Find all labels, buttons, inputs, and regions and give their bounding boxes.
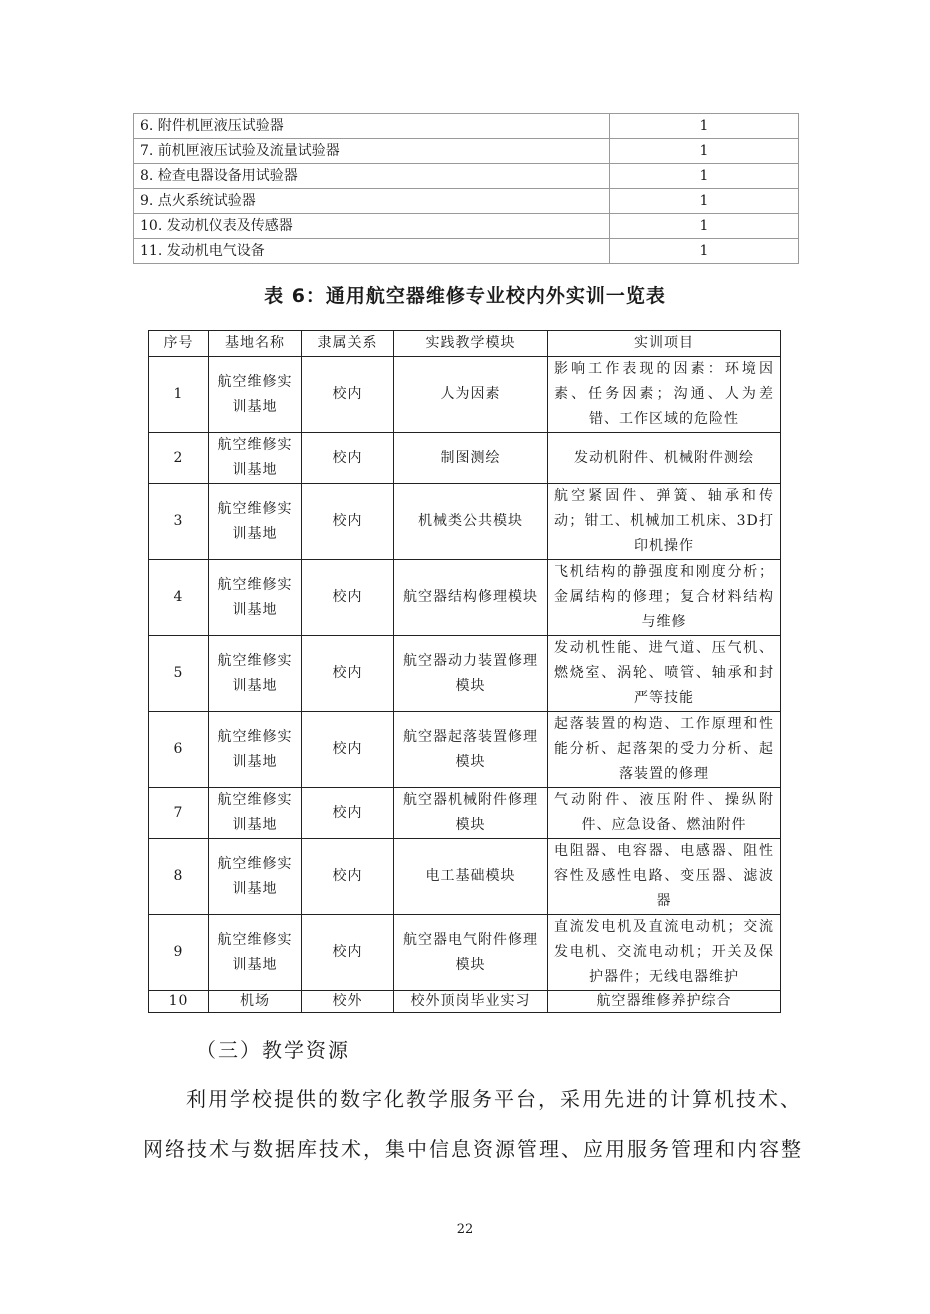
table-caption: 表 6：通用航空器维修专业校内外实训一览表 — [264, 285, 666, 307]
table-row — [149, 357, 781, 433]
table-row — [134, 164, 799, 189]
row-relation: 校外 — [302, 991, 394, 1013]
table-row — [149, 839, 781, 915]
row-relation: 校内 — [302, 712, 394, 788]
row-project: 航空紧固件、弹簧、轴承和传动；钳工、机械加工机床、3D打印机操作 — [548, 484, 781, 560]
row-module: 航空器动力装置修理模块 — [394, 636, 548, 712]
row-project: 电阻器、电容器、电感器、阻性容性及感性电路、变压器、滤波器 — [548, 839, 781, 915]
header-no: 序号 — [149, 331, 209, 357]
equipment-name: 9. 点火系统试验器 — [134, 189, 610, 214]
row-relation: 校内 — [302, 433, 394, 484]
row-base: 航空维修实训基地 — [209, 484, 302, 560]
row-module: 航空器机械附件修理模块 — [394, 788, 548, 839]
row-module: 航空器起落装置修理模块 — [394, 712, 548, 788]
row-no: 6 — [149, 712, 209, 788]
table-row — [149, 915, 781, 991]
row-base: 航空维修实训基地 — [209, 712, 302, 788]
row-no: 7 — [149, 788, 209, 839]
row-project: 发动机附件、机械附件测绘 — [548, 433, 781, 484]
row-no: 9 — [149, 915, 209, 991]
row-no: 3 — [149, 484, 209, 560]
row-project: 影响工作表现的因素：环境因素、任务因素；沟通、人为差错、工作区域的危险性 — [548, 357, 781, 433]
equipment-qty: 1 — [610, 164, 799, 189]
table-row — [134, 189, 799, 214]
row-module: 制图测绘 — [394, 433, 548, 484]
row-relation: 校内 — [302, 560, 394, 636]
table-row — [149, 636, 781, 712]
row-module: 机械类公共模块 — [394, 484, 548, 560]
table-row — [149, 788, 781, 839]
row-module: 电工基础模块 — [394, 839, 548, 915]
equipment-qty: 1 — [610, 214, 799, 239]
row-relation: 校内 — [302, 357, 394, 433]
row-module: 航空器结构修理模块 — [394, 560, 548, 636]
paragraph-line: 利用学校提供的数字化教学服务平台，采用先进的计算机技术、 — [186, 1087, 802, 1111]
table-row — [134, 239, 799, 264]
row-relation: 校内 — [302, 839, 394, 915]
table-header-row — [149, 331, 781, 357]
row-relation: 校内 — [302, 915, 394, 991]
table-row — [149, 991, 781, 1013]
row-no: 5 — [149, 636, 209, 712]
equipment-name: 11. 发动机电气设备 — [134, 239, 610, 264]
row-base: 航空维修实训基地 — [209, 636, 302, 712]
equipment-name: 6. 附件机匣液压试验器 — [134, 114, 610, 139]
table-row — [134, 114, 799, 139]
row-project: 直流发电机及直流电动机；交流发电机、交流电动机；开关及保护器件；无线电器维护 — [548, 915, 781, 991]
equipment-qty: 1 — [610, 114, 799, 139]
page-number: 22 — [456, 1222, 474, 1237]
table-row — [149, 433, 781, 484]
row-no: 4 — [149, 560, 209, 636]
paragraph-line: 网络技术与数据库技术，集中信息资源管理、应用服务管理和内容整 — [143, 1137, 803, 1161]
section-heading: （三）教学资源 — [196, 1038, 350, 1062]
row-module: 校外顶岗毕业实习 — [394, 991, 548, 1013]
header-base: 基地名称 — [209, 331, 302, 357]
equipment-name: 10. 发动机仪表及传感器 — [134, 214, 610, 239]
table-row — [149, 712, 781, 788]
row-relation: 校内 — [302, 788, 394, 839]
equipment-name: 8. 检查电器设备用试验器 — [134, 164, 610, 189]
row-base: 航空维修实训基地 — [209, 915, 302, 991]
row-relation: 校内 — [302, 484, 394, 560]
training-table — [148, 330, 781, 1013]
equipment-qty: 1 — [610, 189, 799, 214]
row-no: 2 — [149, 433, 209, 484]
row-module: 人为因素 — [394, 357, 548, 433]
row-base: 航空维修实训基地 — [209, 433, 302, 484]
row-project: 发动机性能、进气道、压气机、燃烧室、涡轮、喷管、轴承和封严等技能 — [548, 636, 781, 712]
equipment-qty: 1 — [610, 239, 799, 264]
row-no: 1 — [149, 357, 209, 433]
equipment-qty: 1 — [610, 139, 799, 164]
row-project: 飞机结构的静强度和刚度分析；金属结构的修理；复合材料结构与维修 — [548, 560, 781, 636]
row-no: 10 — [149, 991, 209, 1013]
header-relation: 隶属关系 — [302, 331, 394, 357]
row-project: 气动附件、液压附件、操纵附件、应急设备、燃油附件 — [548, 788, 781, 839]
table-row — [134, 214, 799, 239]
row-base: 航空维修实训基地 — [209, 788, 302, 839]
row-project: 航空器维修养护综合 — [548, 991, 781, 1013]
table-row — [134, 139, 799, 164]
row-base: 航空维修实训基地 — [209, 357, 302, 433]
row-base: 航空维修实训基地 — [209, 560, 302, 636]
row-base: 航空维修实训基地 — [209, 839, 302, 915]
row-module: 航空器电气附件修理模块 — [394, 915, 548, 991]
row-base: 机场 — [209, 991, 302, 1013]
row-no: 8 — [149, 839, 209, 915]
header-project: 实训项目 — [548, 331, 781, 357]
row-relation: 校内 — [302, 636, 394, 712]
equipment-name: 7. 前机匣液压试验及流量试验器 — [134, 139, 610, 164]
row-project: 起落装置的构造、工作原理和性能分析、起落架的受力分析、起落装置的修理 — [548, 712, 781, 788]
table-row — [149, 560, 781, 636]
equipment-table — [133, 113, 799, 264]
table-row — [149, 484, 781, 560]
header-module: 实践教学模块 — [394, 331, 548, 357]
